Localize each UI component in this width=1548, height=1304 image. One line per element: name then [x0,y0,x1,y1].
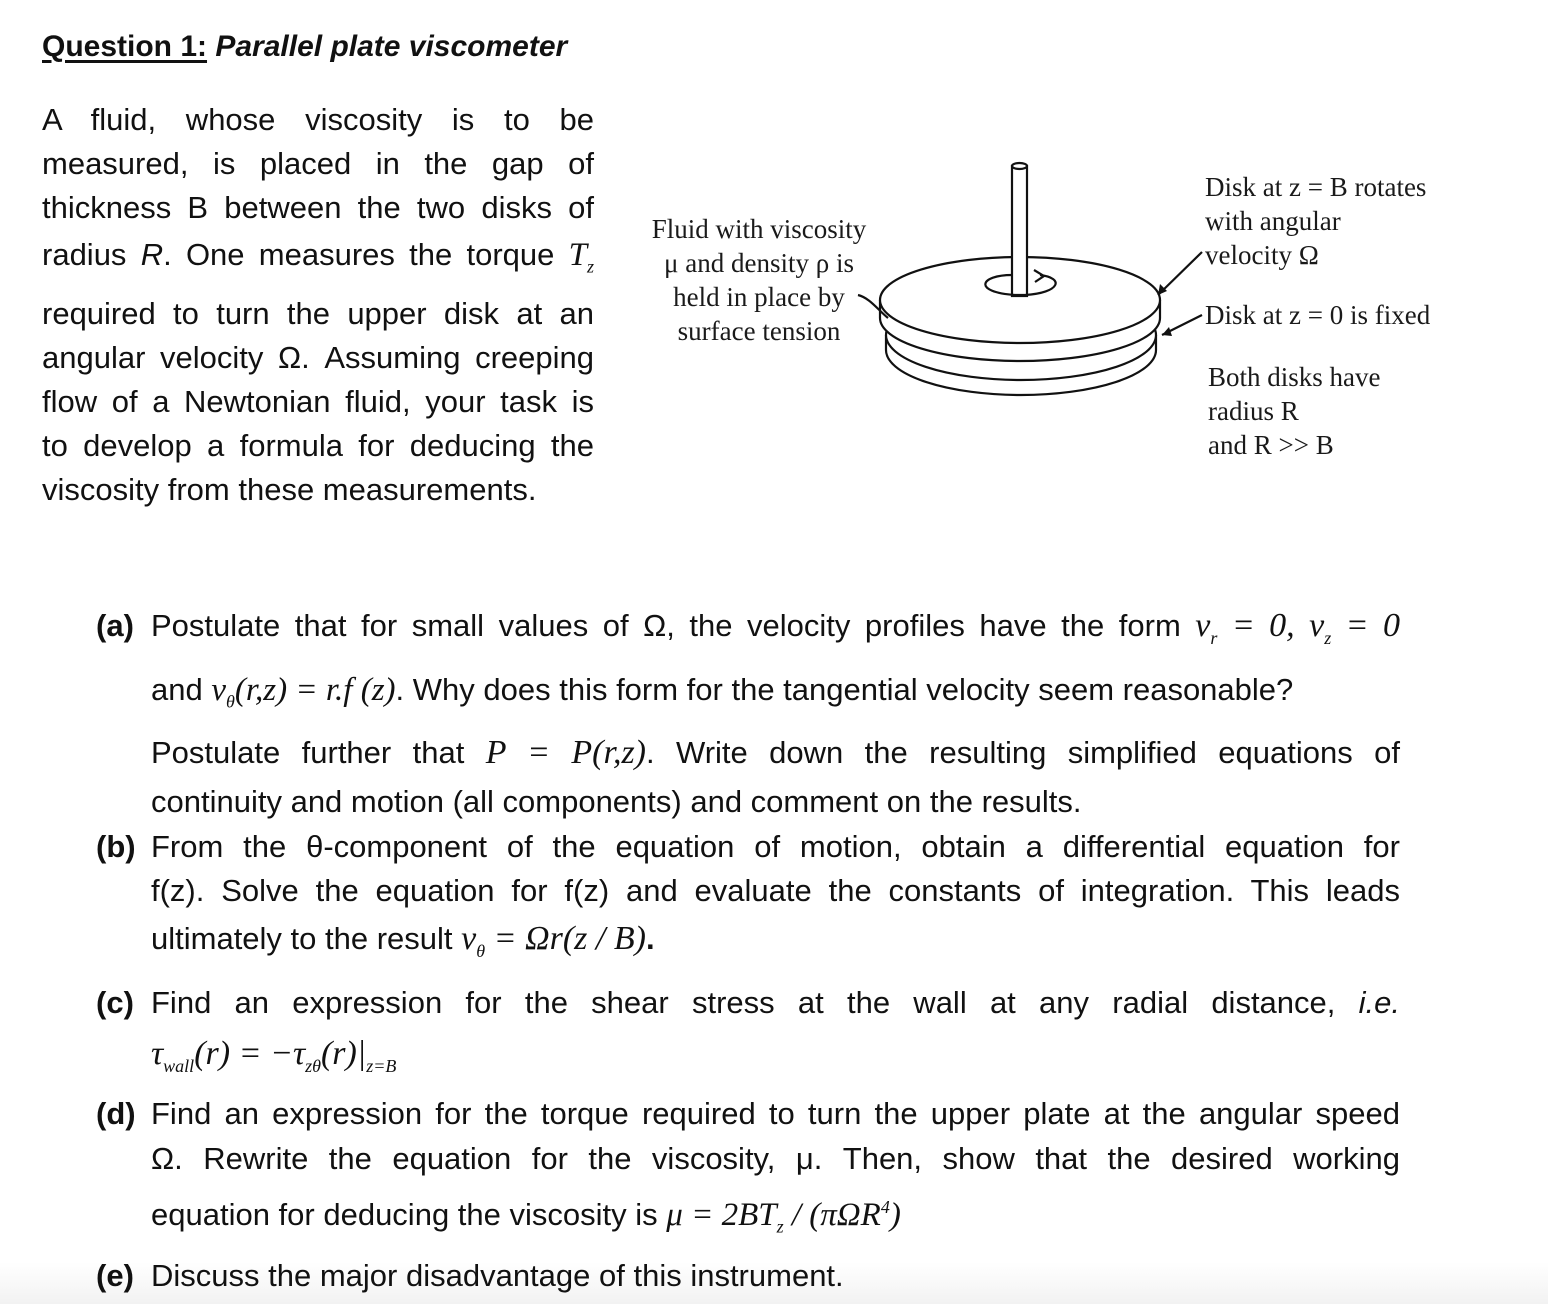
question-line: Postulate that for small values of Ω, the velocity profiles have the form $v_r = 0$, $v_z = 0$ [151,607,1400,648]
intro-line: required to turn the upper disk at an [42,295,594,331]
question-line: ultimately to the result $v_\theta = \Omega r(z / B)$. [151,920,655,962]
question-label: (e) [96,1257,134,1293]
question-line: continuity and motion (all components) and comment on the results. [151,784,1082,820]
fluid-label: Fluid with viscosity μ and density ρ is held in place by surface tension [651,214,867,346]
question-line: f(z). Solve the equation for f(z) and evaluate the constants of integration. This leads [151,873,1400,909]
question-item-e [96,1253,1400,1299]
intro-line: flow of a Newtonian fluid, your task is [42,383,594,419]
question-line: $\tau_{wall}(r) = -\tau_{z\theta}(r)|_{z=B}$ [151,1035,397,1076]
upper-disk-label: Disk at z = B rotates with angular velocity Ω [1205,172,1427,270]
question-line: Postulate further that P = P(r,z). Write down the resulting simplified equations of [151,734,1400,772]
question-label: (a) [96,608,134,643]
question-line: Find an expression for the torque required to turn the upper plate at the angular speed [151,1095,1400,1131]
intro-line: angular velocity Ω. Assuming creeping [42,339,594,375]
question-line: From the θ-component of the equation of motion, obtain a differential equation for [151,829,1400,865]
question-item-d [96,1091,1400,1253]
shaft [1012,166,1027,296]
radius-label: Both disks have radius R and R >> B [1208,362,1381,460]
question-line: equation for deducing the viscosity is $\mu = 2BT_z / (\pi\Omega R^4)$ [151,1196,901,1237]
upper-disk-leader-line [1158,252,1202,295]
question-line: Discuss the major disadvantage of this instrument. [151,1257,844,1293]
question-label: (b) [96,829,136,865]
page-title [42,30,567,64]
question-list [96,600,1400,1299]
intro-line: measured, is placed in the gap of [42,146,594,181]
intro-line: A fluid, whose viscosity is to be [42,102,594,137]
question-item-c [96,977,1400,1091]
question-line: Find an expression for the shear stress at the wall at any radial distance, i.e. [151,985,1400,1021]
intro-paragraph [42,98,594,512]
torque-symbol: $T_z$ [568,237,595,277]
viscometer-diagram [620,150,1490,480]
intro-line: thickness B between the two disks of [42,190,594,225]
question-line: Ω. Rewrite the equation for the viscosity, μ. Then, show that the desired working [151,1140,1400,1176]
question-label: (c) [96,985,134,1021]
intro-line: viscosity from these measurements. [42,471,537,507]
intro-line: to develop a formula for deducing the [42,427,594,463]
question-label: (d) [96,1095,136,1131]
question-item-a [96,600,1400,825]
intro-line: radius R. One measures the torque $T_z$ [42,237,595,277]
question-item-b [96,825,1400,977]
lower-disk-label: Disk at z = 0 is fixed [1205,300,1431,330]
question-subject: Parallel plate viscometer [215,30,568,63]
question-number: Question 1: [42,30,208,63]
question-line: and $v_\theta(r,z) = r.f$ (z). Why does this form for the tangential velocity seem reasonable? [151,671,1294,712]
